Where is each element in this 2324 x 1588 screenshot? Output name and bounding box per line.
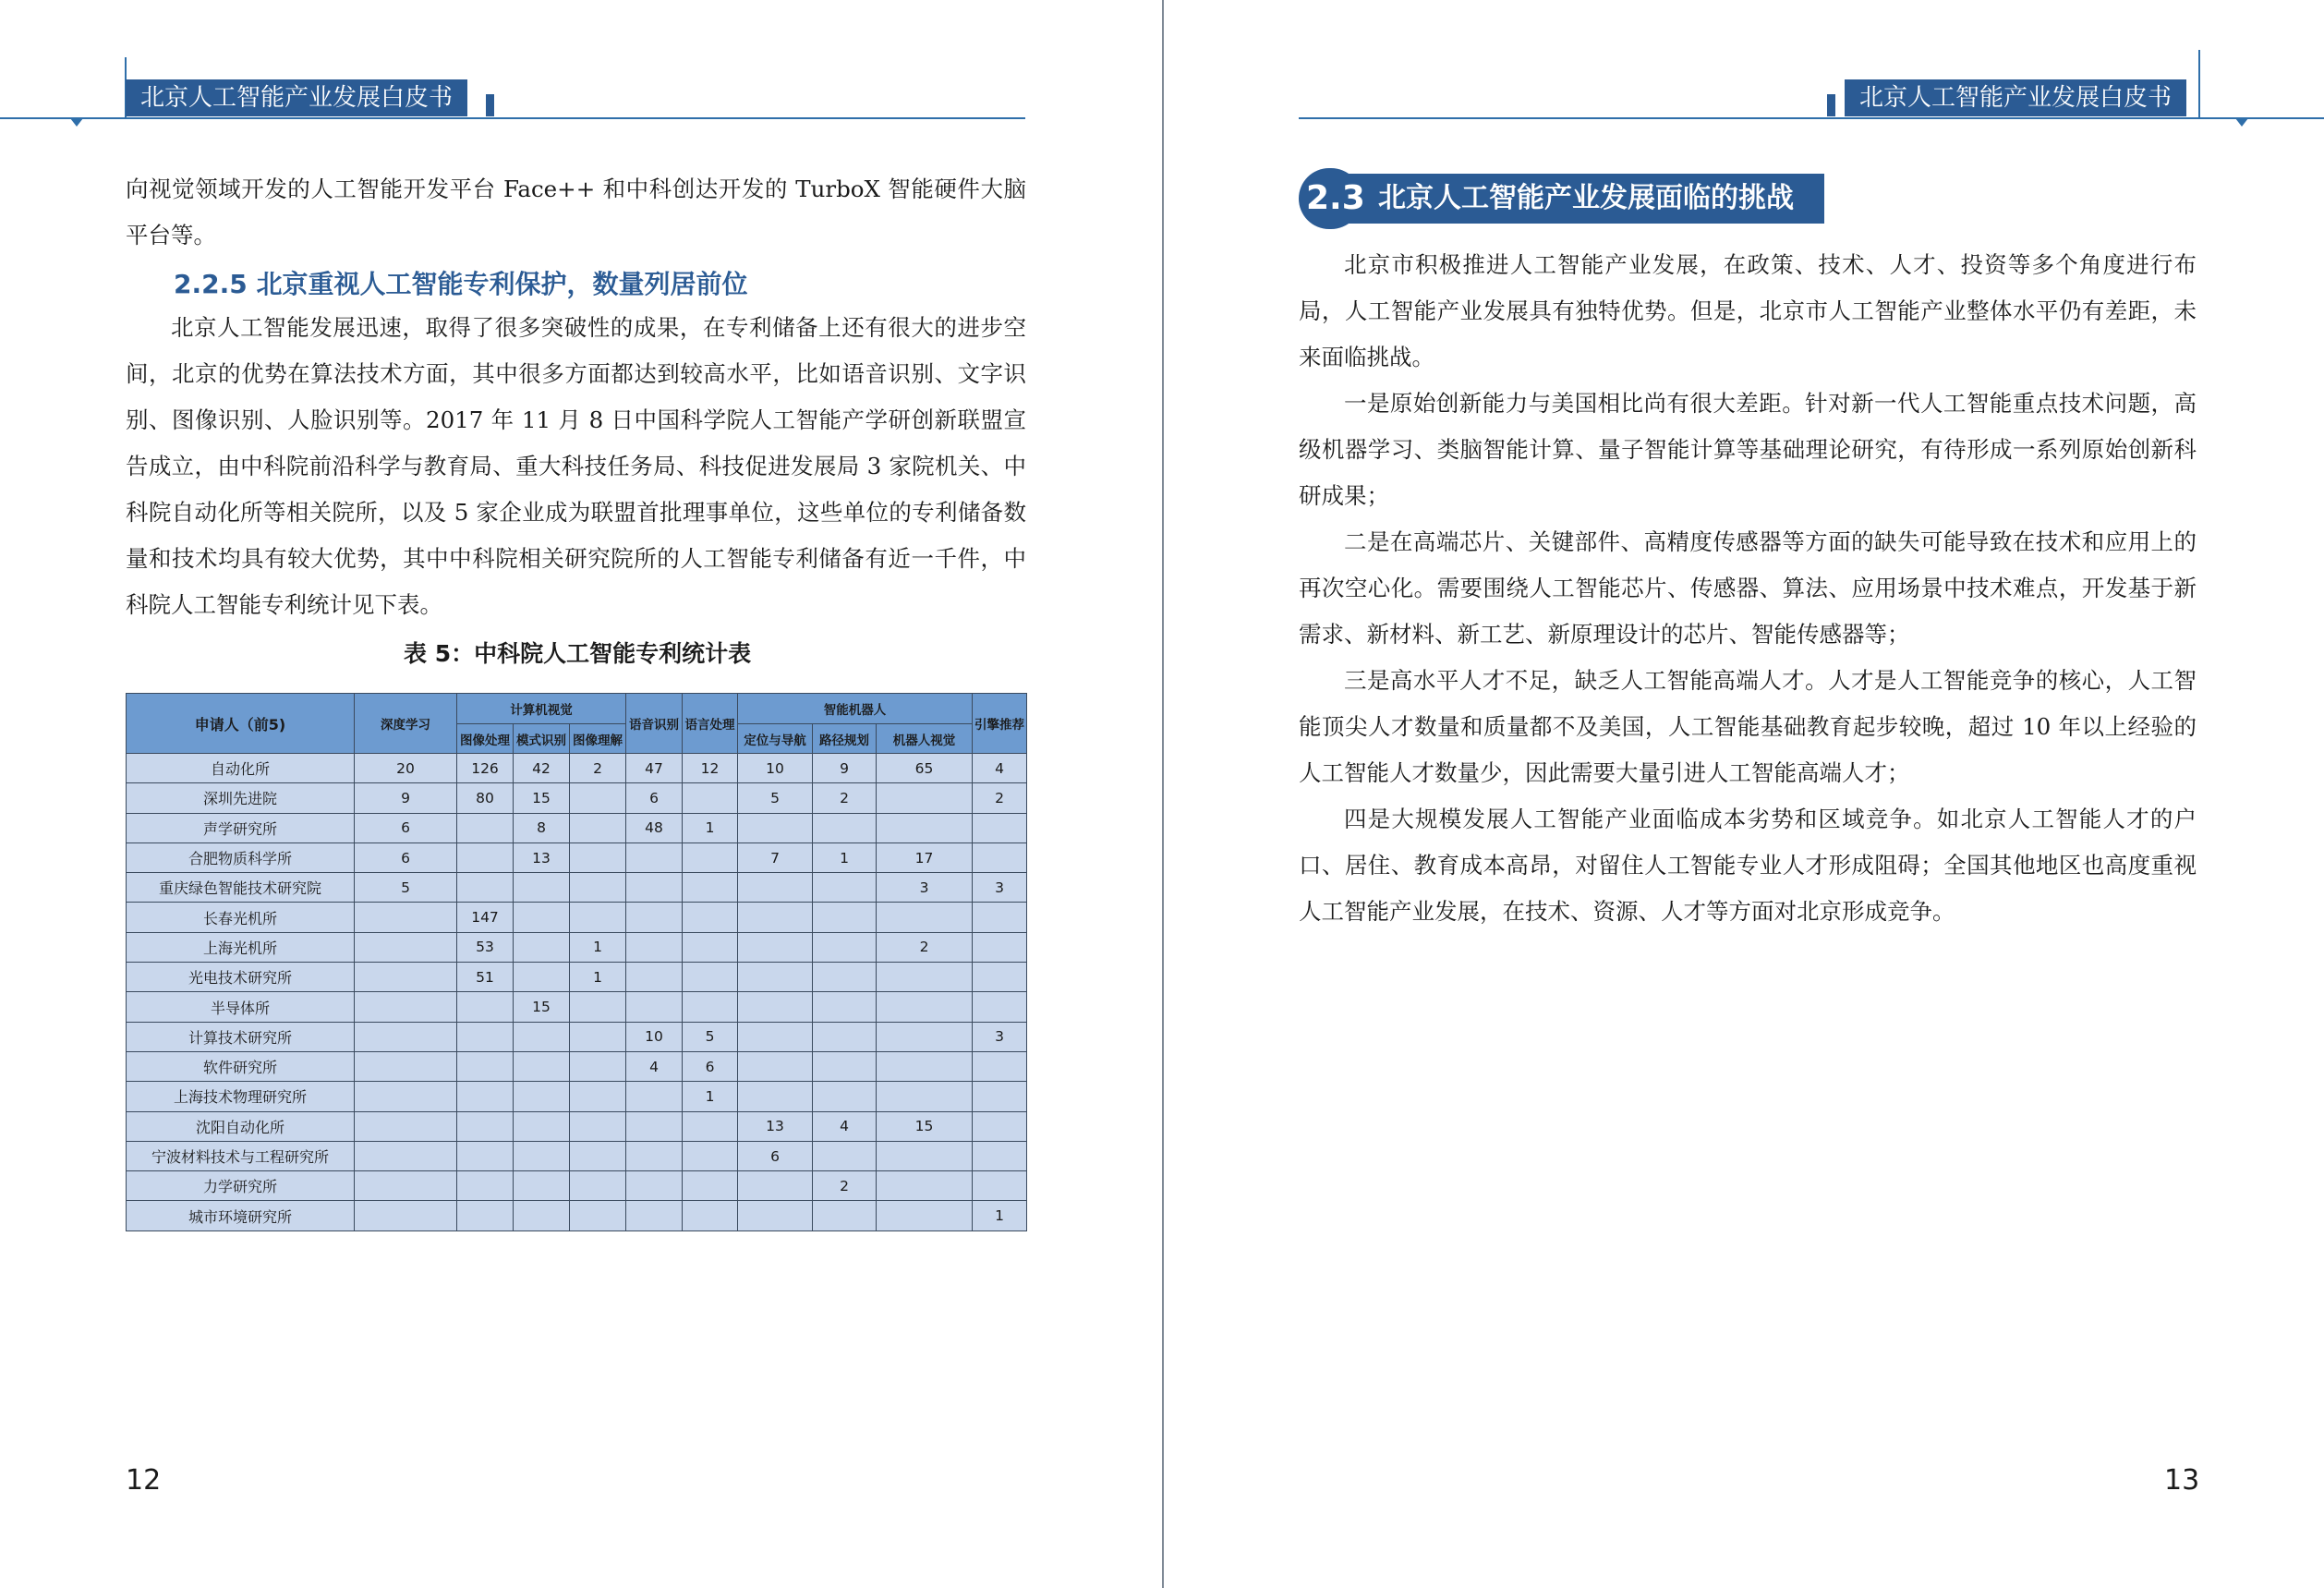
header-path-planning: 路径规划 [813,724,877,754]
count-cell [738,903,813,932]
count-cell [355,932,457,962]
page-number: 13 [2164,1464,2200,1497]
count-cell [813,903,877,932]
count-cell [457,1051,514,1081]
count-cell: 3 [877,873,973,903]
count-cell [626,903,683,932]
count-cell [570,992,626,1022]
header-rule [1299,117,2324,119]
count-cell [626,873,683,903]
right-body [1299,242,2197,935]
count-cell: 1 [683,813,738,842]
count-cell [514,932,570,962]
count-cell [683,873,738,903]
header-speech-recognition: 语音识别 [626,694,683,754]
count-cell [457,873,514,903]
header-image-understanding: 图像理解 [570,724,626,754]
count-cell: 4 [973,754,1027,783]
count-cell: 7 [738,842,813,872]
count-cell [973,1171,1027,1201]
body-paragraph [126,305,1026,628]
applicant-cell: 光电技术研究所 [127,963,355,992]
header-pattern-recognition: 模式识别 [514,724,570,754]
count-cell [570,903,626,932]
table-row [127,1051,1027,1081]
count-cell: 2 [973,783,1027,813]
patent-table-body [127,754,1027,1231]
count-cell [570,1051,626,1081]
count-cell [355,1111,457,1141]
count-cell [570,842,626,872]
table-row [127,1082,1027,1111]
count-cell [738,1171,813,1201]
count-cell [683,1141,738,1170]
body-paragraph: 北京市积极推进人工智能产业发展，在政策、技术、人才、投资等多个角度进行布局，人工智能产业发展具有独特优势。但是，北京市人工智能产业整体水平仍有差距，未来面临挑战。 [1299,251,2197,370]
count-cell [457,1022,514,1051]
count-cell: 47 [626,754,683,783]
count-cell: 51 [457,963,514,992]
count-cell [973,903,1027,932]
table-row [127,813,1027,842]
table-row [127,992,1027,1022]
count-cell [570,1171,626,1201]
header-tab-right-edge [2198,50,2200,118]
applicant-cell: 上海光机所 [127,932,355,962]
count-cell [973,932,1027,962]
running-header: 北京人工智能产业发展白皮书 [126,79,467,116]
table-row [127,963,1027,992]
count-cell [457,992,514,1022]
count-cell [355,1141,457,1170]
count-cell: 15 [877,1111,973,1141]
count-cell [355,992,457,1022]
applicant-cell: 宁波材料技术与工程研究所 [127,1141,355,1170]
count-cell [877,963,973,992]
count-cell [813,1201,877,1230]
count-cell [877,1141,973,1170]
count-cell [514,1022,570,1051]
count-cell [738,1051,813,1081]
table-row [127,903,1027,932]
count-cell [570,1201,626,1230]
count-cell [973,992,1027,1022]
header-image-processing: 图像处理 [457,724,514,754]
count-cell: 4 [626,1051,683,1081]
count-cell [626,1201,683,1230]
count-cell [457,1111,514,1141]
count-cell: 9 [813,754,877,783]
running-header: 北京人工智能产业发展白皮书 [1845,79,2186,116]
applicant-cell: 力学研究所 [127,1171,355,1201]
count-cell: 3 [973,873,1027,903]
count-cell: 13 [738,1111,813,1141]
count-cell [877,1201,973,1230]
body-paragraph: 二是在高端芯片、关键部件、高精度传感器等方面的缺失可能导致在技术和应用上的再次空心化。需要围绕人工智能芯片、传感器、算法、应用场景中技术难点，开发基于新需求、新材料、新工艺、新原理设计的芯片、智能传感器等； [1299,528,2197,648]
count-cell [570,873,626,903]
table-row [127,754,1027,783]
count-cell [514,1171,570,1201]
count-cell [877,1051,973,1081]
count-cell [877,1171,973,1201]
count-cell [514,903,570,932]
table-row [127,1111,1027,1141]
count-cell: 1 [570,932,626,962]
count-cell [514,1201,570,1230]
count-cell [514,1141,570,1170]
count-cell [355,1022,457,1051]
count-cell [457,1082,514,1111]
count-cell [514,873,570,903]
count-cell: 10 [626,1022,683,1051]
count-cell: 17 [877,842,973,872]
count-cell [738,932,813,962]
count-cell: 42 [514,754,570,783]
applicant-cell: 重庆绿色智能技术研究院 [127,873,355,903]
count-cell [973,1111,1027,1141]
body-paragraph: 四是大规模发展人工智能产业面临成本劣势和区域竞争。如北京人工智能人才的户口、居住、教育成本高昂，对留住人工智能专业人才形成阻碍；全国其他地区也高度重视人工智能产业发展，在技术、资源、人才等方面对北京形成竞争。 [1299,806,2197,925]
count-cell: 12 [683,754,738,783]
header-language-processing: 语言处理 [683,694,738,754]
count-cell [626,1082,683,1111]
count-cell [683,1171,738,1201]
applicant-cell: 半导体所 [127,992,355,1022]
count-cell [738,992,813,1022]
count-cell: 2 [877,932,973,962]
body-text: 北京人工智能发展迅速，取得了很多突破性的成果，在专利储备上还有很大的进步空间，北京的优势在算法技术方面，其中很多方面都达到较高水平，比如语音识别、文字识别、图像识别、人脸识别等。2017 年 11 月 8 日中国科学院人工智能产学研创新联盟宣告成立，由中科院前沿科学与教育局、重大科技任务局、科技促进发展局 3 家院机关、中科院自动化所等相关院所，以及 5 家企业成为联盟首批理事单位，这些单位的专利储备数量和技术均具有较大优势，其中中科院相关研究院所的人工智能专利储备有近一千件，中科院人工智能专利统计见下表。 [126,314,1026,618]
subsection-title: 2.2.5 北京重视人工智能专利保护，数量列居前位 [174,269,748,299]
header-notch [2235,118,2248,127]
count-cell: 4 [813,1111,877,1141]
count-cell: 5 [738,783,813,813]
count-cell: 2 [813,1171,877,1201]
page-number: 12 [126,1464,162,1497]
count-cell [973,1082,1027,1111]
count-cell [626,963,683,992]
header-robot-vision: 机器人视觉 [877,724,973,754]
count-cell [626,992,683,1022]
count-cell [570,1022,626,1051]
count-cell [813,1141,877,1170]
count-cell [813,873,877,903]
count-cell [683,1201,738,1230]
section-number: 2.3 [1306,179,1365,217]
count-cell [683,1111,738,1141]
count-cell: 2 [570,754,626,783]
count-cell [683,783,738,813]
count-cell: 9 [355,783,457,813]
header-positioning: 定位与导航 [738,724,813,754]
header-robot-group: 智能机器人 [738,694,973,724]
count-cell [738,1022,813,1051]
count-cell [514,963,570,992]
intro-text: 向视觉领域开发的人工智能开发平台 Face++ 和中科创达开发的 TurboX 智能硬件大脑平台等。 [126,176,1026,249]
count-cell: 6 [355,813,457,842]
count-cell: 10 [738,754,813,783]
count-cell [813,813,877,842]
count-cell [877,813,973,842]
count-cell [813,992,877,1022]
count-cell [683,963,738,992]
count-cell [457,1201,514,1230]
header-cv-group: 计算机视觉 [457,694,626,724]
count-cell [355,1171,457,1201]
table-row [127,873,1027,903]
count-cell [973,1141,1027,1170]
applicant-cell: 长春光机所 [127,903,355,932]
applicant-cell: 自动化所 [127,754,355,783]
count-cell [738,1201,813,1230]
patent-table [126,693,1027,1231]
applicant-cell: 合肥物质科学所 [127,842,355,872]
count-cell [570,1082,626,1111]
header-notch [70,118,83,127]
intro-paragraph [126,166,1026,259]
count-cell: 65 [877,754,973,783]
count-cell [813,1082,877,1111]
count-cell [738,813,813,842]
count-cell: 20 [355,754,457,783]
count-cell: 2 [813,783,877,813]
count-cell: 15 [514,783,570,813]
count-cell [457,842,514,872]
count-cell [738,873,813,903]
page-left [0,0,1160,1588]
count-cell: 13 [514,842,570,872]
table-row [127,842,1027,872]
count-cell [626,1141,683,1170]
count-cell [457,813,514,842]
count-cell [570,813,626,842]
header-recommendation: 引擎推荐 [973,694,1027,754]
count-cell [973,842,1027,872]
table-row [127,1171,1027,1201]
count-cell [813,963,877,992]
header-stub [1827,94,1835,116]
count-cell: 3 [973,1022,1027,1051]
count-cell [355,1201,457,1230]
applicant-cell: 计算技术研究所 [127,1022,355,1051]
count-cell [683,903,738,932]
count-cell [877,992,973,1022]
count-cell [973,813,1027,842]
count-cell: 1 [813,842,877,872]
count-cell [973,963,1027,992]
table-row [127,1141,1027,1170]
header-rule [0,117,1025,119]
count-cell [514,1082,570,1111]
count-cell [813,1022,877,1051]
count-cell [457,1141,514,1170]
count-cell [813,932,877,962]
count-cell [514,1051,570,1081]
applicant-cell: 声学研究所 [127,813,355,842]
count-cell: 147 [457,903,514,932]
table-caption: 表 5：中科院人工智能专利统计表 [404,640,752,667]
count-cell: 8 [514,813,570,842]
count-cell: 6 [738,1141,813,1170]
count-cell [457,1171,514,1201]
body-paragraph: 一是原始创新能力与美国相比尚有很大差距。针对新一代人工智能重点技术问题，高级机器学习、类脑智能计算、量子智能计算等基础理论研究，有待形成一系列原始创新科研成果； [1299,390,2197,509]
table-row [127,1201,1027,1230]
count-cell [570,1111,626,1141]
count-cell [570,1141,626,1170]
count-cell [683,932,738,962]
count-cell [877,903,973,932]
applicant-cell: 上海技术物理研究所 [127,1082,355,1111]
count-cell [514,1111,570,1141]
count-cell [877,783,973,813]
section-title: 北京人工智能产业发展面临的挑战 [1378,182,1794,214]
count-cell [973,1051,1027,1081]
count-cell [626,932,683,962]
count-cell: 5 [355,873,457,903]
count-cell [355,963,457,992]
applicant-cell: 城市环境研究所 [127,1201,355,1230]
count-cell [738,1082,813,1111]
count-cell: 5 [683,1022,738,1051]
count-cell [626,842,683,872]
count-cell: 6 [355,842,457,872]
section-heading [1299,168,1824,229]
applicant-cell: 软件研究所 [127,1051,355,1081]
count-cell [738,963,813,992]
table-row [127,1022,1027,1051]
count-cell [683,992,738,1022]
count-cell: 53 [457,932,514,962]
count-cell [355,1082,457,1111]
count-cell: 1 [683,1082,738,1111]
count-cell: 1 [973,1201,1027,1230]
count-cell: 6 [626,783,683,813]
count-cell [813,1051,877,1081]
count-cell [877,1082,973,1111]
count-cell [877,1022,973,1051]
count-cell [570,783,626,813]
count-cell: 6 [683,1051,738,1081]
count-cell [355,903,457,932]
count-cell: 1 [570,963,626,992]
header-deep-learning: 深度学习 [355,694,457,754]
header-applicant: 申请人（前5) [127,694,355,754]
count-cell: 126 [457,754,514,783]
count-cell [626,1171,683,1201]
count-cell [683,842,738,872]
count-cell: 80 [457,783,514,813]
table-row [127,783,1027,813]
applicant-cell: 沈阳自动化所 [127,1111,355,1141]
applicant-cell: 深圳先进院 [127,783,355,813]
table-row [127,932,1027,962]
body-paragraph: 三是高水平人才不足，缺乏人工智能高端人才。人才是人工智能竞争的核心，人工智能顶尖人才数量和质量都不及美国，人工智能基础教育起步较晚，超过 10 年以上经验的人工智能人才数量少，因此需要大量引进人工智能高端人才； [1299,667,2197,786]
count-cell: 48 [626,813,683,842]
header-stub [486,94,494,116]
count-cell [626,1111,683,1141]
count-cell: 15 [514,992,570,1022]
count-cell [355,1051,457,1081]
